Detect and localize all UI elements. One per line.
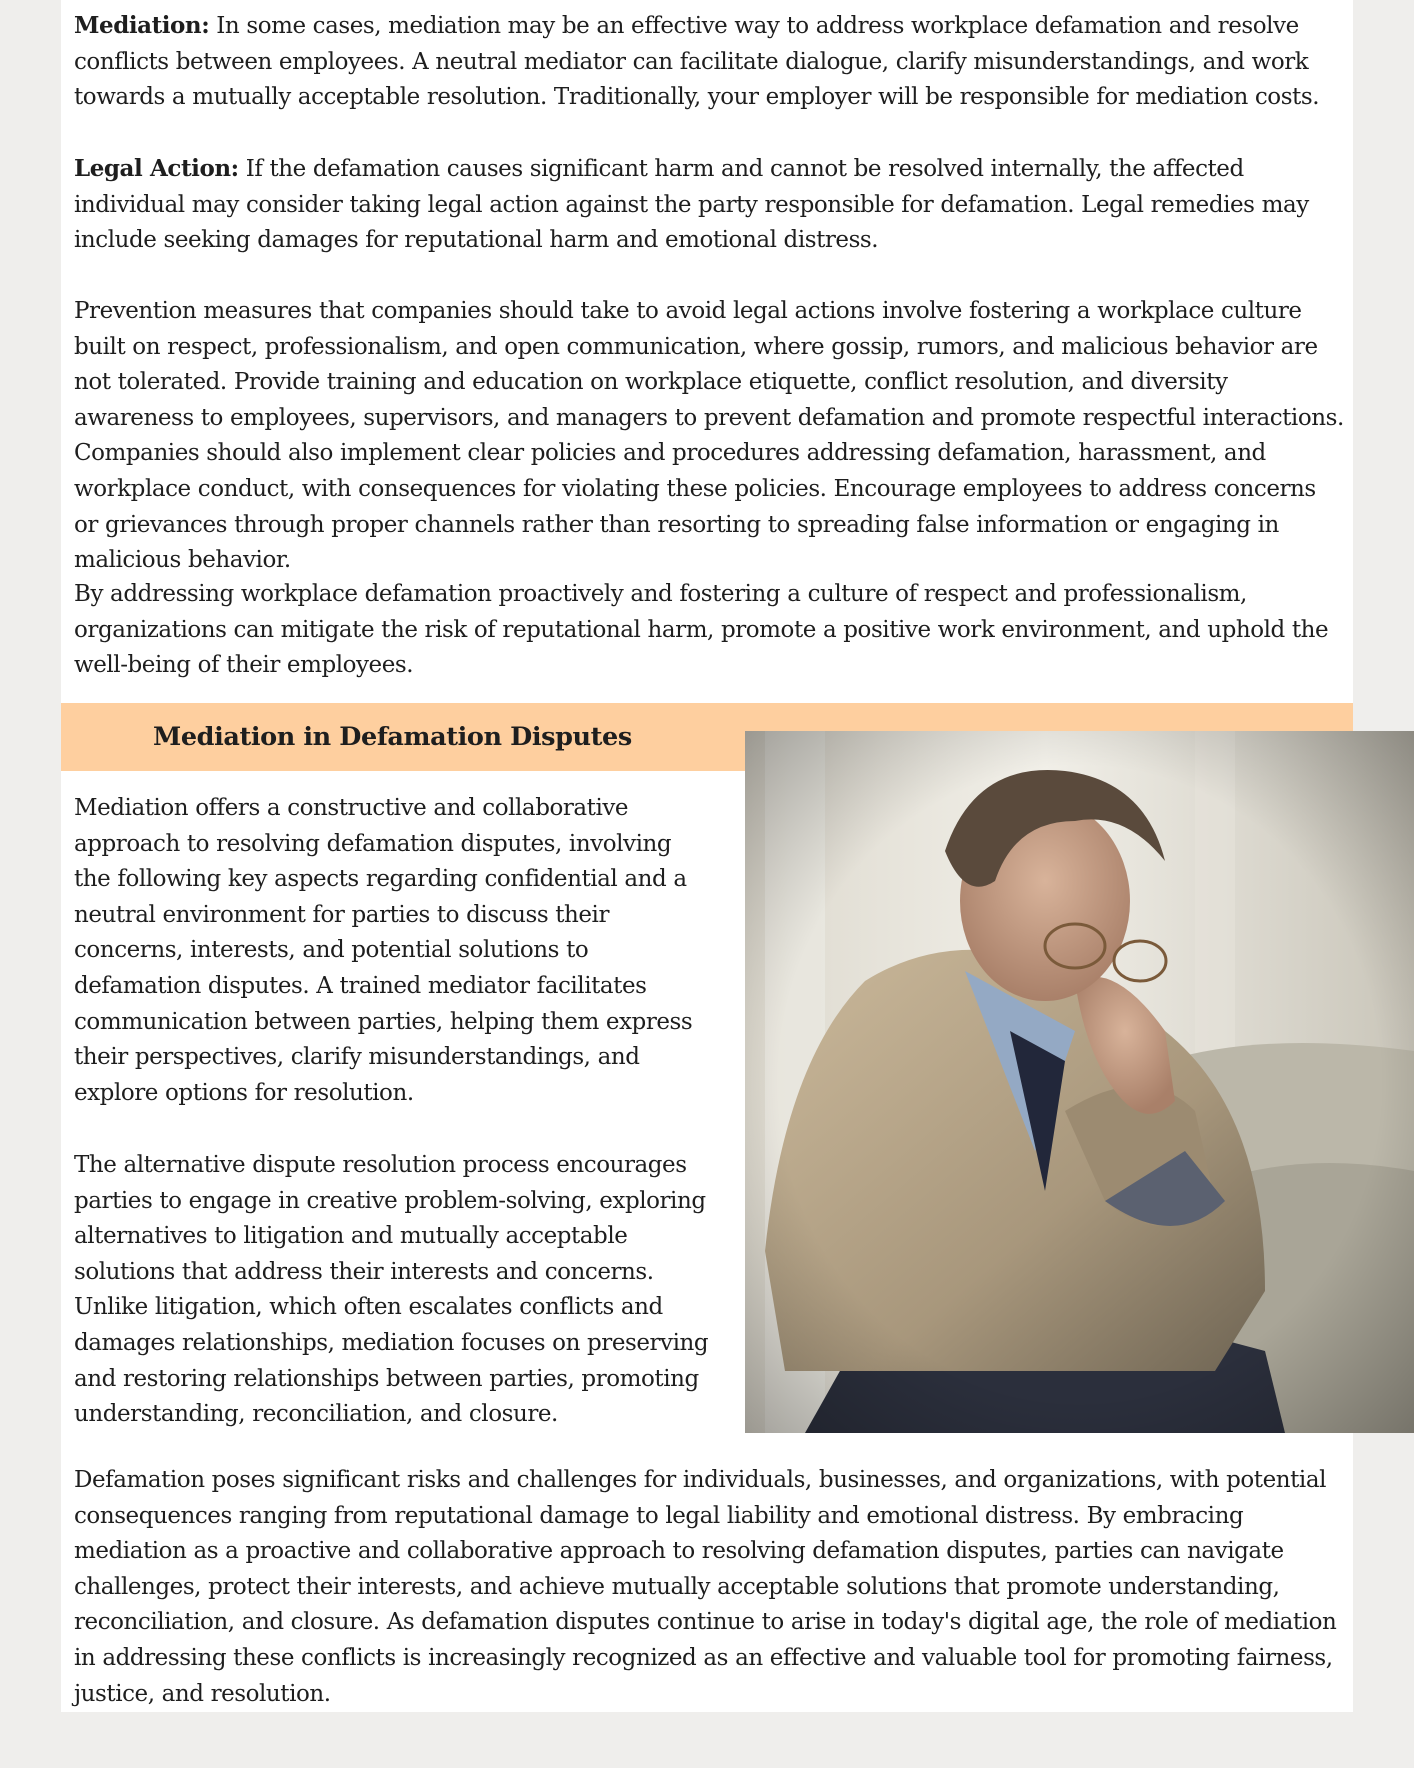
legal-action-text: If the defamation causes significant harm and cannot be resolved internally, the affected individual may consider taking legal action against the party responsible for defamation. Legal remedies may include seeking damages for reputational harm and emotional distress. — [74, 156, 1309, 254]
prevention-paragraph: Prevention measures that companies should take to avoid legal actions involve fostering a workplace culture built on respect, professionalism, and open communication, where gossip, rumors, and malicious behavior are not tolerated. Provide training and education on workplace etiquette, conflict resolution, and diversity awareness to employees, supervisors, and managers to prevent defamation and promote respectful interactions. Companies should also implement clear policies and procedures addressing defamation, harassment, and workplace conduct, with consequences for violating these policies. Encourage employees to address concerns or grievances through proper channels rather than resorting to spreading false information or engaging in malicious behavior. — [74, 298, 1344, 574]
mediation-paragraph — [74, 8, 1344, 116]
photo-illustration — [745, 731, 1414, 1433]
section-paragraph-2: The alternative dispute resolution process encourages parties to engage in creative problem-solving, exploring alternatives to litigation and mutually acceptable solutions that address their interests and concerns. Unlike litigation, which often escalates conflicts and damages relationships, mediation focuses on preserving and restoring relationships between parties, promoting understanding, reconciliation, and closure. — [74, 1152, 709, 1428]
mediation-text: In some cases, mediation may be an effective way to address workplace defamation and resolve conflicts between employees. A neutral mediator can facilitate dialogue, clarify misunderstandings, and work towards a mutually acceptable resolution. Traditionally, your employer will be responsible for mediation costs. — [74, 13, 1320, 111]
mediation-label: Mediation: — [74, 12, 210, 39]
legal-action-label: Legal Action: — [74, 155, 239, 182]
worried-man-photo — [745, 731, 1414, 1433]
conclusion-paragraph: Defamation poses significant risks and challenges for individuals, businesses, and organizations, with potential consequences ranging from reputational damage to legal liability and emotional distress. By embracing mediation as a proactive and collaborative approach to resolving defamation disputes, parties can navigate challenges, protect their interests, and achieve mutually acceptable solutions that promote understanding, reconciliation, and closure. As defamation disputes continue to arise in today's digital age, the role of mediation in addressing these conflicts is increasingly recognized as an effective and valuable tool for promoting fairness, justice, and resolution. — [74, 1467, 1337, 1707]
section-paragraph-1: Mediation offers a constructive and collaborative approach to resolving defamation disputes, involving the following key aspects regarding confidential and a neutral environment for parties to discuss their concerns, interests, and potential solutions to defamation disputes. A trained mediator facilitates communication between parties, helping them express their perspectives, clarify misunderstandings, and explore options for resolution. — [74, 795, 693, 1106]
legal-action-paragraph — [74, 151, 1344, 259]
proactive-paragraph: By addressing workplace defamation proactively and fostering a culture of respect and professionalism, organizations can mitigate the risk of reputational harm, promote a positive work environment, and uphold the well-being of their employees. — [74, 581, 1329, 679]
section-title: Mediation in Defamation Disputes — [153, 722, 632, 752]
